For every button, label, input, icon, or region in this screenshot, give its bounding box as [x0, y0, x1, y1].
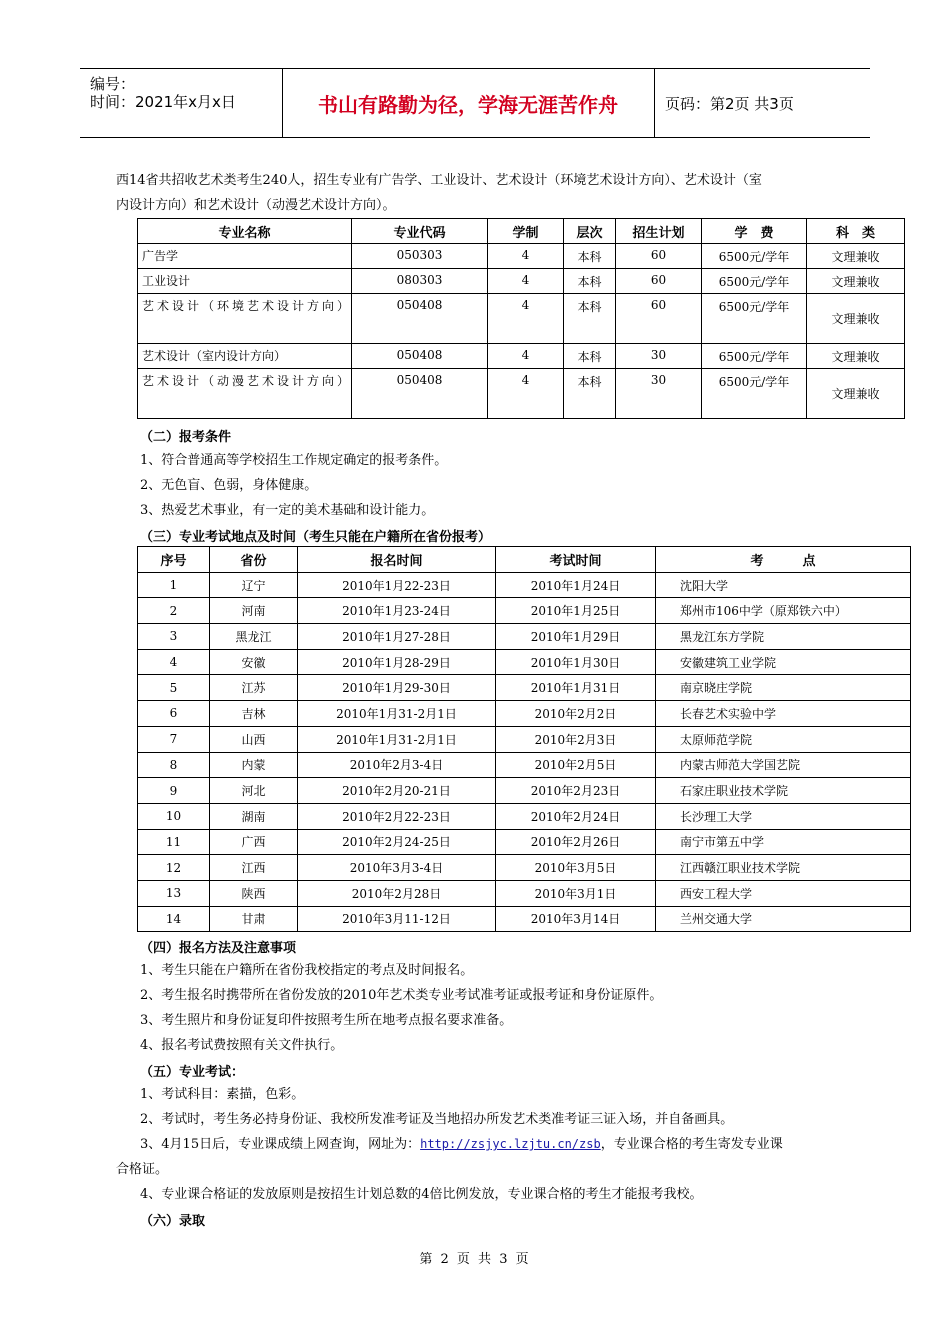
section-4-item: 2、考生报名时携带所在省份发放的2010年艺术类专业考试准考证或报考证和身份证原件。 — [140, 988, 663, 1003]
schedule-register-time: 2010年3月11-12日 — [298, 906, 496, 932]
section-2-item: 2、无色盲、色弱，身体健康。 — [140, 478, 318, 493]
major-name: 艺术设计（室内设计方向） — [138, 344, 352, 369]
table-row — [138, 649, 911, 675]
exam-schedule-table — [137, 546, 911, 932]
section-6-title: （六）录取 — [140, 1214, 206, 1229]
schedule-exam-time: 2010年2月3日 — [496, 726, 656, 752]
schedule-register-time: 2010年1月22-23日 — [298, 572, 496, 598]
table-row — [138, 778, 911, 804]
schedule-register-time: 2010年1月28-29日 — [298, 649, 496, 675]
schedule-exam-site: 黑龙江东方学院 — [656, 624, 911, 650]
schedule-index: 4 — [138, 649, 210, 675]
table-row — [138, 829, 911, 855]
schedule-register-time: 2010年2月3-4日 — [298, 752, 496, 778]
schedule-index: 5 — [138, 675, 210, 701]
table-row — [138, 294, 905, 344]
schedule-index: 9 — [138, 778, 210, 804]
major-fee: 6500元/学年 — [702, 369, 807, 419]
majors-header-cell: 专业名称 — [138, 219, 352, 244]
document-number-label: 编号： — [90, 75, 136, 93]
table-row — [138, 675, 911, 701]
schedule-exam-time: 2010年1月30日 — [496, 649, 656, 675]
schedule-province: 内蒙 — [210, 752, 298, 778]
schedule-index: 12 — [138, 855, 210, 881]
major-name: 广告学 — [138, 244, 352, 269]
schedule-register-time: 2010年1月31-2月1日 — [298, 701, 496, 727]
majors-header-cell: 科 类 — [807, 219, 905, 244]
schedule-exam-time: 2010年3月14日 — [496, 906, 656, 932]
major-plan: 30 — [616, 369, 702, 419]
major-years: 4 — [488, 344, 564, 369]
section-4-title: （四）报名方法及注意事项 — [140, 941, 297, 956]
major-code: 080303 — [352, 269, 488, 294]
major-category: 文理兼收 — [807, 269, 905, 294]
schedule-exam-site: 安徽建筑工业学院 — [656, 649, 911, 675]
schedule-province: 河北 — [210, 778, 298, 804]
major-fee: 6500元/学年 — [702, 269, 807, 294]
section-2-item: 1、符合普通高等学校招生工作规定确定的报考条件。 — [140, 453, 448, 468]
section-4-item: 1、考生只能在户籍所在省份我校指定的考点及时间报名。 — [140, 963, 474, 978]
major-plan: 60 — [616, 244, 702, 269]
schedule-province: 江西 — [210, 855, 298, 881]
table-row — [138, 598, 911, 624]
schedule-province: 江苏 — [210, 675, 298, 701]
page-footer: 第 2 页 共 3 页 — [419, 1252, 531, 1267]
major-years: 4 — [488, 294, 564, 344]
schedule-index: 6 — [138, 701, 210, 727]
score-query-link[interactable]: http://zsjyc.lzjtu.cn/zsb — [420, 1137, 601, 1151]
major-fee: 6500元/学年 — [702, 244, 807, 269]
section-5-item-3 — [140, 1136, 783, 1153]
page-header — [80, 68, 870, 138]
schedule-exam-time: 2010年2月24日 — [496, 803, 656, 829]
schedule-register-time: 2010年2月24-25日 — [298, 829, 496, 855]
table-row — [138, 906, 911, 932]
schedule-province: 辽宁 — [210, 572, 298, 598]
schedule-exam-site: 沈阳大学 — [656, 572, 911, 598]
schedule-header-cell: 省份 — [210, 547, 298, 573]
section-5-item-3-prefix: 3、4月15日后，专业课成绩上网查询，网址为： — [140, 1137, 421, 1152]
schedule-index: 7 — [138, 726, 210, 752]
major-level: 本科 — [564, 369, 616, 419]
schedule-exam-time: 2010年1月29日 — [496, 624, 656, 650]
section-4-item: 3、考生照片和身份证复印件按照考生所在地考点报名要求准备。 — [140, 1013, 513, 1028]
table-row — [138, 244, 905, 269]
schedule-exam-site: 南京晓庄学院 — [656, 675, 911, 701]
schedule-header-cell: 报名时间 — [298, 547, 496, 573]
schedule-exam-site: 内蒙古师范大学国艺院 — [656, 752, 911, 778]
major-category: 文理兼收 — [807, 369, 905, 419]
section-4-item: 4、报名考试费按照有关文件执行。 — [140, 1038, 344, 1053]
table-row — [138, 269, 905, 294]
schedule-province: 黑龙江 — [210, 624, 298, 650]
table-row — [138, 624, 911, 650]
table-row — [138, 855, 911, 881]
schedule-exam-site: 南宁市第五中学 — [656, 829, 911, 855]
majors-table-header-row — [138, 219, 905, 244]
major-level: 本科 — [564, 344, 616, 369]
schedule-province: 广西 — [210, 829, 298, 855]
schedule-province: 山西 — [210, 726, 298, 752]
majors-table — [137, 218, 905, 419]
schedule-province: 湖南 — [210, 803, 298, 829]
schedule-exam-time: 2010年1月31日 — [496, 675, 656, 701]
section-5-item: 4、专业课合格证的发放原则是按招生计划总数的4倍比例发放，专业课合格的考生才能报考我校。 — [140, 1187, 703, 1202]
major-code: 050408 — [352, 369, 488, 419]
schedule-register-time: 2010年2月28日 — [298, 880, 496, 906]
schedule-header-cell: 考试时间 — [496, 547, 656, 573]
section-2-title: （二）报考条件 — [140, 430, 232, 445]
schedule-exam-site: 石家庄职业技术学院 — [656, 778, 911, 804]
major-name: 工业设计 — [138, 269, 352, 294]
table-row — [138, 726, 911, 752]
major-code: 050303 — [352, 244, 488, 269]
schedule-header-cell: 序号 — [138, 547, 210, 573]
document-time-label: 时间：2021年x月x日 — [90, 93, 236, 111]
intro-line-1: 西14省共招收艺术类考生240人，招生专业有广告学、工业设计、艺术设计（环境艺术设计方向）、艺术设计（室 — [116, 173, 762, 188]
schedule-exam-time: 2010年1月24日 — [496, 572, 656, 598]
schedule-header-row — [138, 547, 911, 573]
majors-header-cell: 学 费 — [702, 219, 807, 244]
section-5-item: 2、考试时，考生务必持身份证、我校所发准考证及当地招办所发艺术类准考证三证入场，并自备画具。 — [140, 1112, 734, 1127]
schedule-register-time: 2010年2月22-23日 — [298, 803, 496, 829]
table-row — [138, 752, 911, 778]
schedule-exam-site: 长春艺术实验中学 — [656, 701, 911, 727]
schedule-exam-site: 太原师范学院 — [656, 726, 911, 752]
schedule-exam-time: 2010年2月5日 — [496, 752, 656, 778]
major-category: 文理兼收 — [807, 344, 905, 369]
major-years: 4 — [488, 269, 564, 294]
schedule-index: 8 — [138, 752, 210, 778]
majors-header-cell: 专业代码 — [352, 219, 488, 244]
schedule-exam-time: 2010年2月23日 — [496, 778, 656, 804]
major-plan: 60 — [616, 294, 702, 344]
schedule-register-time: 2010年1月31-2月1日 — [298, 726, 496, 752]
section-2-item: 3、热爱艺术事业，有一定的美术基础和设计能力。 — [140, 503, 435, 518]
schedule-exam-site: 郑州市106中学（原郑铁六中） — [656, 598, 911, 624]
schedule-exam-site: 长沙理工大学 — [656, 803, 911, 829]
schedule-index: 14 — [138, 906, 210, 932]
table-row — [138, 572, 911, 598]
section-5-item: 1、考试科目：素描，色彩。 — [140, 1087, 305, 1102]
major-name: 艺术设计（动漫艺术设计方向） — [138, 369, 352, 419]
schedule-province: 吉林 — [210, 701, 298, 727]
schedule-province: 安徽 — [210, 649, 298, 675]
schedule-index: 13 — [138, 880, 210, 906]
major-fee: 6500元/学年 — [702, 294, 807, 344]
section-5-item-3-cont: 合格证。 — [116, 1162, 169, 1177]
section-5-title: （五）专业考试： — [140, 1065, 245, 1080]
schedule-index: 1 — [138, 572, 210, 598]
schedule-header-cell: 考 点 — [656, 547, 911, 573]
schedule-exam-time: 2010年2月26日 — [496, 829, 656, 855]
major-plan: 60 — [616, 269, 702, 294]
table-row — [138, 701, 911, 727]
schedule-exam-time: 2010年3月1日 — [496, 880, 656, 906]
header-page-cell — [654, 69, 871, 137]
table-row — [138, 880, 911, 906]
major-level: 本科 — [564, 244, 616, 269]
majors-header-cell: 招生计划 — [616, 219, 702, 244]
schedule-province: 河南 — [210, 598, 298, 624]
schedule-register-time: 2010年3月3-4日 — [298, 855, 496, 881]
intro-line-2: 内设计方向）和艺术设计（动漫艺术设计方向）。 — [116, 198, 396, 213]
schedule-exam-time: 2010年1月25日 — [496, 598, 656, 624]
schedule-index: 3 — [138, 624, 210, 650]
schedule-province: 甘肃 — [210, 906, 298, 932]
schedule-register-time: 2010年1月27-28日 — [298, 624, 496, 650]
schedule-body — [138, 572, 911, 932]
schedule-register-time: 2010年2月20-21日 — [298, 778, 496, 804]
schedule-index: 11 — [138, 829, 210, 855]
major-level: 本科 — [564, 294, 616, 344]
schedule-province: 陕西 — [210, 880, 298, 906]
major-plan: 30 — [616, 344, 702, 369]
schedule-exam-site: 西安工程大学 — [656, 880, 911, 906]
section-5-item-3-suffix: ，专业课合格的考生寄发专业课 — [600, 1137, 783, 1152]
major-level: 本科 — [564, 269, 616, 294]
major-name: 艺术设计（环境艺术设计方向） — [138, 294, 352, 344]
table-row — [138, 344, 905, 369]
schedule-exam-site: 兰州交通大学 — [656, 906, 911, 932]
schedule-exam-site: 江西赣江职业技术学院 — [656, 855, 911, 881]
major-category: 文理兼收 — [807, 244, 905, 269]
schedule-exam-time: 2010年3月5日 — [496, 855, 656, 881]
schedule-register-time: 2010年1月29-30日 — [298, 675, 496, 701]
majors-header-cell: 学制 — [488, 219, 564, 244]
major-years: 4 — [488, 244, 564, 269]
header-page-number: 页码：第2页 共3页 — [665, 95, 794, 113]
major-years: 4 — [488, 369, 564, 419]
schedule-index: 10 — [138, 803, 210, 829]
header-motto: 书山有路勤为径，学海无涯苦作舟 — [318, 93, 618, 117]
schedule-exam-time: 2010年2月2日 — [496, 701, 656, 727]
schedule-register-time: 2010年1月23-24日 — [298, 598, 496, 624]
table-row — [138, 803, 911, 829]
table-row — [138, 369, 905, 419]
major-fee: 6500元/学年 — [702, 344, 807, 369]
section-3-title: （三）专业考试地点及时间（考生只能在户籍所在省份报考） — [140, 530, 492, 545]
major-category: 文理兼收 — [807, 294, 905, 344]
major-code: 050408 — [352, 294, 488, 344]
header-meta-cell — [80, 69, 283, 137]
major-code: 050408 — [352, 344, 488, 369]
schedule-index: 2 — [138, 598, 210, 624]
majors-header-cell: 层次 — [564, 219, 616, 244]
